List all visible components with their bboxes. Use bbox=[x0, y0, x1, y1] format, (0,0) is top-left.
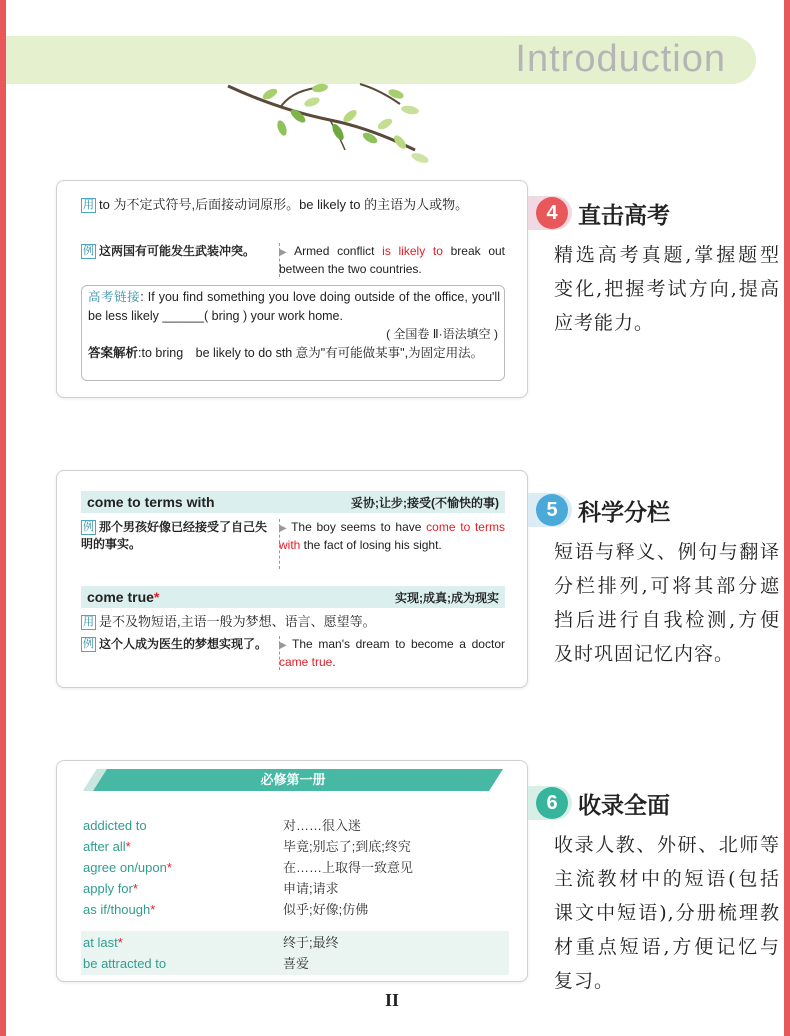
usage-tag: 用 bbox=[83, 616, 94, 628]
book-title: 必修第一册 bbox=[260, 772, 326, 787]
phrase-meaning: 实现;成真;成为现实 bbox=[395, 590, 499, 605]
list-item bbox=[83, 857, 509, 878]
feature-heading bbox=[528, 196, 670, 230]
phrase-english bbox=[83, 932, 283, 953]
exam-link-question bbox=[88, 288, 500, 326]
star-mark: * bbox=[117, 935, 123, 950]
exam-link-box bbox=[81, 285, 505, 381]
list-item bbox=[83, 836, 509, 857]
phrase-name-text: come true bbox=[87, 589, 154, 605]
star-mark: * bbox=[150, 902, 156, 917]
example-chinese-text: 这个人成为医生的梦想实现了。 bbox=[99, 637, 268, 651]
example-chinese-text: 那个男孩好像已经接受了自己失明的事实。 bbox=[81, 520, 268, 551]
phrase-english bbox=[83, 953, 283, 974]
phrase-bar-2 bbox=[81, 586, 505, 608]
example-chinese bbox=[81, 519, 271, 553]
page-title: Introduction bbox=[515, 38, 726, 80]
feature-description: 精选高考真题,掌握题型变化,把握考试方向,提高应考能力。 bbox=[554, 244, 780, 334]
example-en-pre: The man's dream to become a doctor bbox=[292, 637, 505, 651]
example-en-highlight: come to terms with bbox=[279, 520, 505, 552]
usage-text: 是不及物短语,主语一般为梦想、语言、愿望等。 bbox=[99, 614, 376, 629]
arrow-icon: ▶ bbox=[279, 640, 290, 651]
phrase-bar-1 bbox=[81, 491, 505, 513]
feature-description: 短语与释义、例句与翻译分栏排列,可将其部分遮挡后进行自我检测,方便及时巩固记忆内容。 bbox=[554, 541, 780, 665]
arrow-icon: ▶ bbox=[279, 523, 289, 534]
page-number: II bbox=[385, 990, 400, 1010]
exam-source: ( 全国卷 Ⅱ·语法填空 ) bbox=[386, 327, 498, 341]
star-mark: * bbox=[166, 860, 172, 875]
phrase-english bbox=[83, 878, 283, 899]
answer-text: :to bring be likely to do sth 意为"有可能做某事",为固定用法。 bbox=[138, 346, 484, 360]
feature-number: 6 bbox=[536, 787, 568, 819]
example-en-post: . bbox=[332, 655, 336, 669]
usage-tag: 用 bbox=[83, 199, 94, 211]
example-en-post: break out between the two countries. bbox=[279, 244, 506, 276]
feature-description: 收录人教、外研、北师等主流教材中的短语(包括课文中短语),分册梳理教材重点短语,方便记忆与复习。 bbox=[554, 834, 780, 992]
phrase-english bbox=[83, 857, 283, 878]
example-chinese bbox=[81, 636, 271, 653]
list-item bbox=[83, 953, 509, 974]
badge-pill bbox=[528, 196, 572, 230]
list-item bbox=[83, 932, 509, 953]
example-en-highlight: is likely to bbox=[382, 244, 443, 258]
phrase-name: come to terms with bbox=[87, 494, 215, 510]
exam-link-card bbox=[56, 180, 528, 398]
example-en-post: the fact of losing his sight. bbox=[300, 538, 442, 552]
feature-heading bbox=[528, 493, 670, 527]
phrase-english bbox=[83, 899, 283, 920]
list-item bbox=[83, 899, 509, 920]
phrase-english-text: as if/though bbox=[83, 902, 151, 917]
left-edge-bar bbox=[0, 0, 6, 1036]
feature-number: 4 bbox=[536, 197, 568, 229]
phrase-english bbox=[83, 836, 283, 857]
star-mark: * bbox=[153, 589, 160, 605]
phrase-columns-card bbox=[56, 470, 528, 688]
feature-title: 科学分栏 bbox=[578, 499, 670, 526]
phrase-meaning: 终于;最终 bbox=[283, 935, 339, 950]
phrase-meaning: 对……很入迷 bbox=[283, 818, 362, 833]
example-tag: 例 bbox=[83, 245, 94, 257]
exam-link-text: : If you find something you love doing outside of the office, you'll be less likely ______( bring ) your work home. bbox=[88, 290, 500, 323]
feature-title: 收录全面 bbox=[578, 792, 670, 819]
example-english bbox=[279, 636, 505, 671]
usage-text: to 为不定式符号,后面接动词原形。be likely to 的主语为人或物。 bbox=[99, 197, 469, 212]
phrase-meaning: 似乎;好像;仿佛 bbox=[283, 902, 369, 917]
star-mark: * bbox=[125, 839, 131, 854]
exam-link-label: 高考链接 bbox=[88, 290, 141, 304]
badge-pill bbox=[528, 493, 572, 527]
phrase-english-text: be attracted to bbox=[83, 956, 167, 971]
example-tag: 例 bbox=[83, 638, 94, 650]
list-item bbox=[83, 878, 509, 899]
phrase-meaning: 申请;请求 bbox=[283, 881, 339, 896]
phrase-english-text: agree on/upon bbox=[83, 860, 167, 875]
book-title-bar bbox=[83, 769, 503, 791]
phrase-name bbox=[87, 589, 159, 605]
arrow-icon: ▶ bbox=[279, 247, 292, 258]
example-chinese bbox=[81, 243, 271, 260]
phrase-meaning: 在……上取得一致意见 bbox=[283, 860, 414, 875]
answer-label: 答案解析 bbox=[88, 346, 139, 360]
branch-leaves-illustration bbox=[220, 80, 450, 170]
feature-heading bbox=[528, 786, 670, 820]
right-edge-bar bbox=[784, 0, 790, 1036]
example-en-highlight: came true bbox=[279, 655, 333, 669]
answer-analysis bbox=[88, 344, 500, 362]
example-chinese-text: 这两国有可能发生武装冲突。 bbox=[99, 244, 256, 258]
phrase-list-card bbox=[56, 760, 528, 982]
phrase-meaning: 喜爱 bbox=[283, 956, 310, 971]
phrase-english bbox=[83, 815, 283, 836]
star-mark: * bbox=[132, 881, 138, 896]
phrase-english-text: after all bbox=[83, 839, 126, 854]
badge-pill bbox=[528, 786, 572, 820]
phrase-meaning: 毕竟;别忘了;到底;终究 bbox=[283, 839, 411, 854]
header-banner bbox=[6, 36, 756, 84]
usage-note bbox=[81, 612, 507, 632]
phrase-english-text: apply for bbox=[83, 881, 133, 896]
usage-note bbox=[81, 195, 507, 215]
example-english bbox=[279, 243, 505, 278]
phrase-meaning: 妥协;让步;接受(不愉快的事) bbox=[351, 495, 499, 510]
example-en-pre: The boy seems to have bbox=[291, 520, 427, 534]
list-item bbox=[83, 815, 509, 836]
feature-title: 直击高考 bbox=[578, 202, 670, 229]
example-tag: 例 bbox=[83, 521, 94, 533]
phrase-english-text: addicted to bbox=[83, 818, 147, 833]
example-english bbox=[279, 519, 505, 554]
example-en-pre: Armed conflict bbox=[294, 244, 383, 258]
feature-number: 5 bbox=[536, 494, 568, 526]
phrase-english-text: at last bbox=[83, 935, 118, 950]
